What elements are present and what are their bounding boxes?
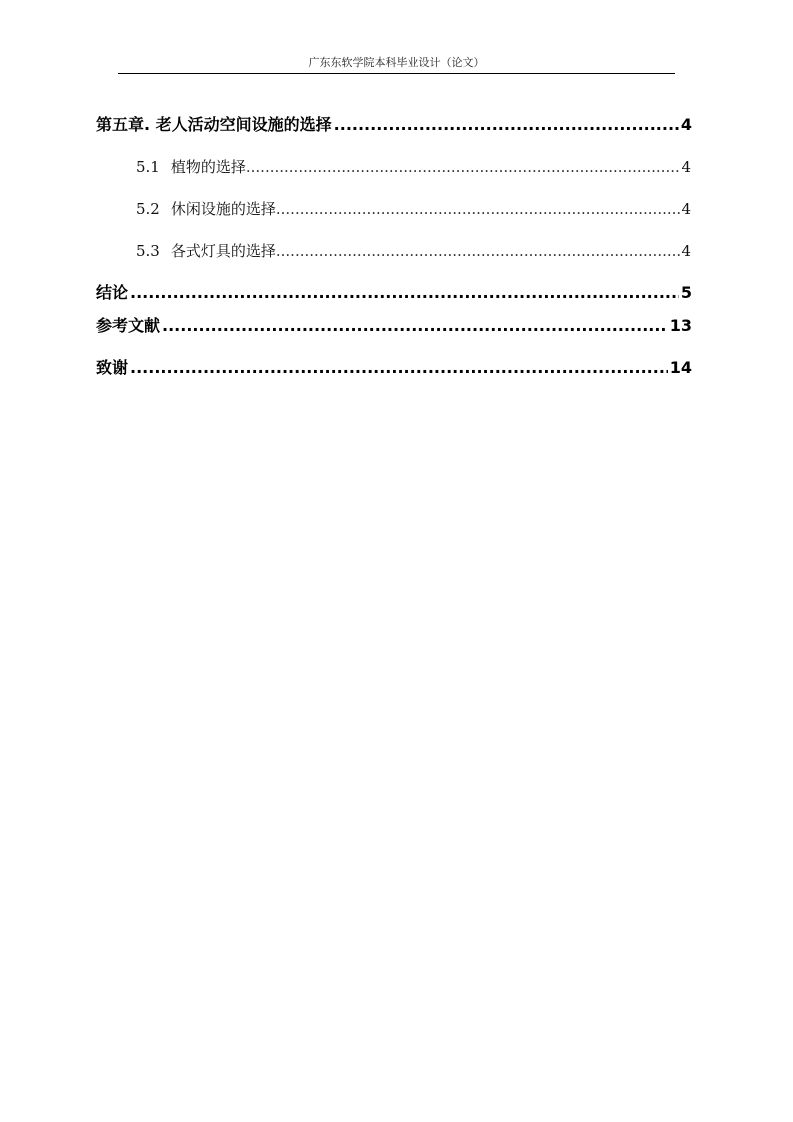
dot-leader [276, 199, 681, 219]
toc-entry-5-2[interactable] [136, 199, 691, 219]
toc-entry-chapter5[interactable] [96, 115, 692, 135]
dot-leader [246, 157, 681, 177]
toc-entry-label: 第五章. 老人活动空间设施的选择 [96, 115, 332, 134]
dot-leader [130, 358, 668, 378]
dot-leader [334, 115, 679, 135]
toc-page-number: 13 [669, 316, 692, 335]
toc-page-number: 4 [681, 158, 691, 176]
toc-entry-label: 各式灯具的选择 [170, 242, 276, 260]
dot-leader [162, 316, 668, 336]
toc-entry-references[interactable] [96, 316, 692, 336]
toc-page-number: 4 [681, 242, 691, 260]
toc-entry-5-1[interactable] [136, 157, 691, 177]
dot-leader [130, 283, 679, 303]
toc-page-number: 4 [681, 200, 691, 218]
toc-entry-label: 结论 [96, 283, 129, 302]
toc-entry-label: 植物的选择 [170, 158, 246, 176]
toc-section-number: 5.3 [136, 242, 160, 260]
toc-entry-5-3[interactable] [136, 241, 691, 261]
toc-entry-label: 休闲设施的选择 [170, 200, 276, 218]
toc-entry-label: 参考文献 [96, 316, 161, 335]
toc-page-number: 14 [669, 358, 692, 377]
toc-section-number: 5.1 [136, 158, 160, 176]
header-rule [118, 73, 675, 74]
toc-page-number: 4 [680, 115, 692, 134]
toc-entry-conclusion[interactable] [96, 283, 692, 303]
toc-page-number: 5 [680, 283, 692, 302]
toc-entry-label: 致谢 [96, 358, 129, 377]
toc-entry-acknowledgements[interactable] [96, 358, 692, 378]
page-header: 广东东软学院本科毕业设计（论文） [308, 56, 485, 69]
toc-section-number: 5.2 [136, 200, 160, 218]
dot-leader [276, 241, 681, 261]
